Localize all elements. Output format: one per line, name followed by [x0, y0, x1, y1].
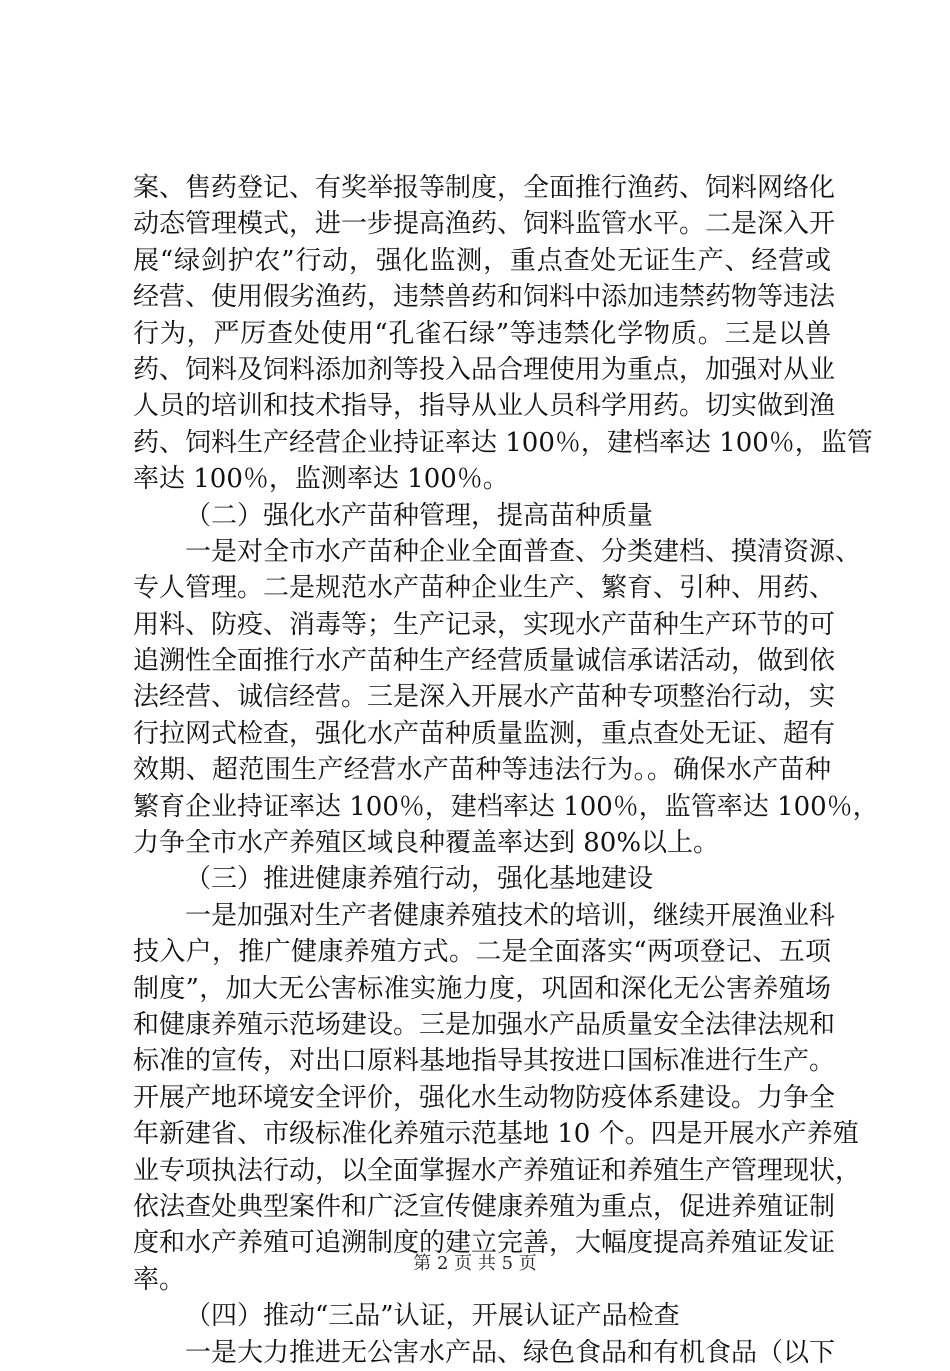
text-line: 人员的培训和技术指导，指导从业人员科学用药。切实做到渔: [133, 391, 836, 422]
text-line: 追溯性全面推行水产苗种生产经营质量诚信承诺活动，做到依: [133, 646, 836, 677]
text-line: 依法查处典型案件和广泛宣传健康养殖为重点，促进养殖证制: [133, 1191, 836, 1222]
text-line: 一是大力推进无公害水产品、绿色食品和有机食品（以下: [185, 1337, 836, 1368]
text-line: 技入户，推广健康养殖方式。二是全面落实“两项登记、五项: [133, 937, 831, 968]
section-heading: （二）强化水产苗种管理，提高苗种质量: [185, 500, 654, 531]
text-line: 专人管理。二是规范水产苗种企业生产、繁育、引种、用药、: [133, 573, 836, 604]
text-line: 行为，严厉查处使用“孔雀石绿”等违禁化学物质。三是以兽: [133, 318, 831, 349]
text-line: 行拉网式检查，强化水产苗种质量监测，重点查处无证、超有: [133, 718, 836, 749]
section-heading: （四）推动“三品”认证，开展认证产品检查: [185, 1301, 680, 1332]
section-heading: （三）推进健康养殖行动，强化基地建设: [185, 864, 654, 895]
document-body: [133, 170, 879, 1371]
text-line: 药、饲料生产经营企业持证率达 100％，建档率达 100％，监管: [133, 427, 873, 458]
text-line: 一是加强对生产者健康养殖技术的培训，继续开展渔业科: [185, 900, 836, 931]
text-line: 经营、使用假劣渔药，违禁兽药和饲料中添加违禁药物等违法: [133, 282, 836, 313]
text-line: 动态管理模式，进一步提高渔药、饲料监管水平。二是深入开: [133, 209, 836, 240]
text-line: 法经营、诚信经营。三是深入开展水产苗种专项整治行动，实: [133, 682, 836, 713]
text-line: 度和水产养殖可追溯制度的建立完善，大幅度提高养殖证发证: [133, 1228, 836, 1259]
text-line: 一是对全市水产苗种企业全面普查、分类建档、摸清资源、: [185, 536, 862, 567]
text-line: 年新建省、市级标准化养殖示范基地 10 个。四是开展水产养殖: [133, 1119, 859, 1150]
text-line: 展“绿剑护农”行动，强化监测，重点查处无证生产、经营或: [133, 245, 831, 276]
text-line: 用料、防疫、消毒等；生产记录，实现水产苗种生产环节的可: [133, 609, 836, 640]
page-number-footer: 第 2 页 共 5 页: [413, 1253, 537, 1274]
text-line: 标准的宣传，对出口原料基地指导其按进口国标准进行生产。: [133, 1046, 836, 1077]
text-line: 繁育企业持证率达 100％，建档率达 100％，监管率达 100％，: [133, 791, 879, 822]
text-line: 和健康养殖示范场建设。三是加强水产品质量安全法律法规和: [133, 1009, 836, 1040]
text-line: 力争全市水产养殖区域良种覆盖率达到 80%以上。: [133, 828, 720, 859]
text-line: 药、饲料及饲料添加剂等投入品合理使用为重点，加强对从业: [133, 354, 836, 385]
text-line: 率达 100％，监测率达 100％。: [133, 464, 509, 495]
text-line: 业专项执法行动，以全面掌握水产养殖证和养殖生产管理现状，: [133, 1155, 862, 1186]
text-line: 制度”，加大无公害标准实施力度，巩固和深化无公害养殖场: [133, 973, 831, 1004]
text-line: 率。: [133, 1264, 186, 1295]
text-line: 案、售药登记、有奖举报等制度，全面推行渔药、饲料网络化: [133, 173, 836, 203]
text-line: 效期、超范围生产经营水产苗种等违法行为。。确保水产苗种: [133, 755, 831, 786]
text-line: 开展产地环境安全评价，强化水生动物防疫体系建设。力争全: [133, 1082, 836, 1113]
